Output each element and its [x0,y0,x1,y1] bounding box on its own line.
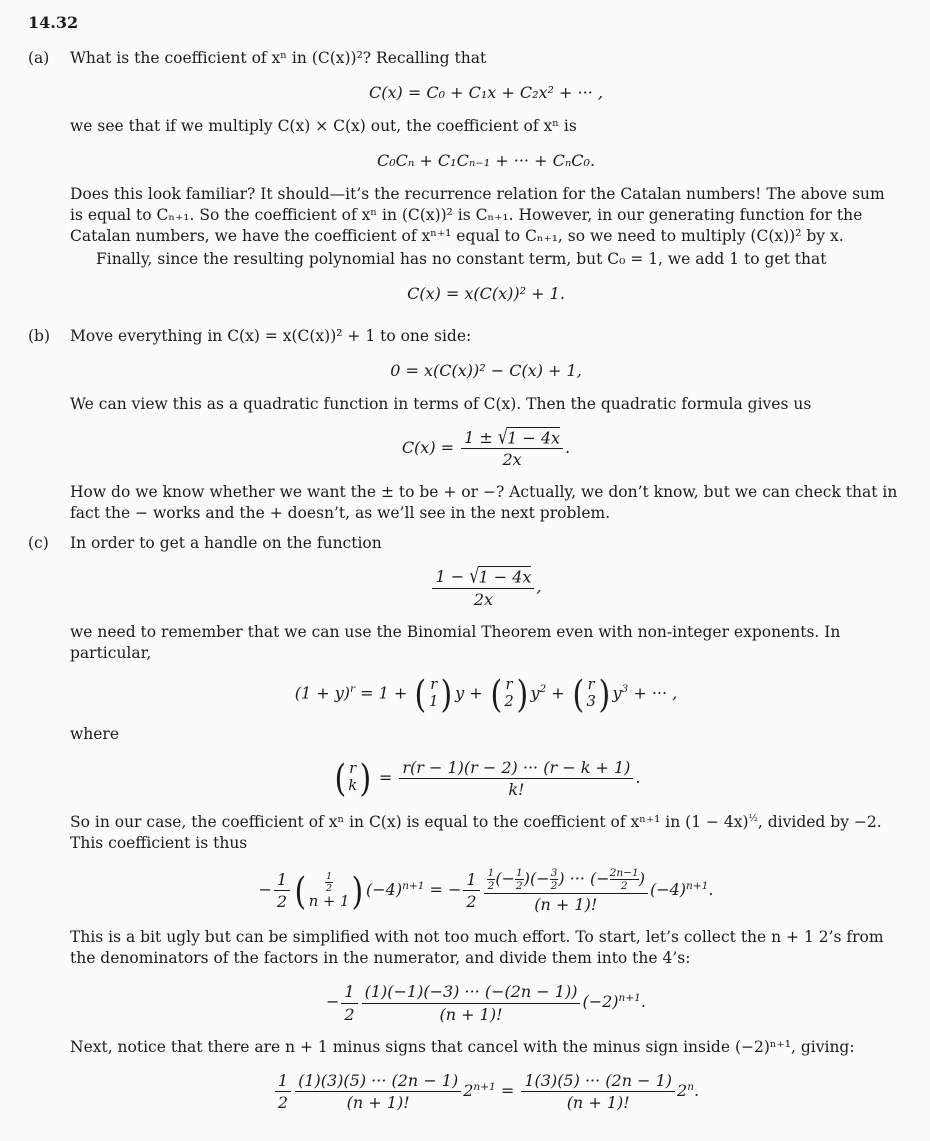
math-text: ··· [564,869,590,889]
exponent: 2 [539,682,547,695]
part-c-label: (c) [28,534,49,553]
math-text: ) [558,869,565,889]
tiny-fraction: $\frac{3}{2}$ [550,866,558,893]
equation-functional-equation [70,283,902,304]
fraction [399,758,633,799]
math-text: (− [529,869,550,889]
paragraph [70,812,902,854]
exponent: ½ [748,812,758,824]
paragraph: we need to remember that we can use the Binomial Theorem even with non-integer exponents. In particular, [70,622,841,662]
tiny-fraction: $\frac{2n-1}{2}$ [609,866,639,893]
math-text: y [612,683,622,703]
equation-collected-twos [70,982,902,1023]
math-text: 1 ± [464,428,498,447]
binomial-coefficient: ( r 1 ) [414,671,453,716]
exponent: n+1 [473,1080,496,1093]
math-text: 2x [461,448,563,469]
equation-binomial-theorem [70,671,902,716]
math-text: y + [455,683,488,703]
math-text: − [258,880,272,900]
fraction [295,1071,461,1112]
math-text: 1 − [435,567,470,587]
exponent: 3 [621,682,629,695]
paragraph: What is the coefficient of xⁿ in (C(x))²? Recalling that [70,49,487,67]
math-text: − [326,992,340,1012]
math-text: C(x) = C₀ + C₁x + C₂x² + ··· , [369,83,603,102]
paragraph: We can view this as a quadratic function in terms of C(x). Then the quadratic formula gives us [70,395,812,413]
binomial-coefficient: ( r k ) [333,756,372,801]
math-text: = [373,767,398,787]
equation-catalan-series [70,82,902,103]
fraction [341,982,357,1023]
math-text: 2 [274,890,290,911]
math-text: ) [523,869,530,889]
math-text: (− [495,869,515,889]
math-text: . [565,438,571,458]
equation-binomial-definition [70,758,902,799]
equation-convolution-sum [70,150,902,171]
math-text: = [424,880,448,900]
equation-coefficient-expansion [70,867,902,914]
math-text: (n + 1)! [484,893,648,914]
math-text: r [587,675,595,693]
math-text: 2 [677,1081,688,1100]
paragraph: Does this look familiar? It should—it’s the recurrence relation for the Catalan numbers! The above sum is equal to Cₙ₊₁. So the coefficient of xⁿ in (C(x))² is Cₙ₊₁. However, in our generating function for the Catalan numbers, we have the coefficient of xⁿ⁺¹ equal to Cₙ₊₁, so we need to multiply (C(x))² by x. [70,185,885,245]
math-text: 1 [429,692,439,710]
math-text: 1 [276,870,288,890]
paragraph-text: So in our case, the coefficient of xⁿ in C(x) is equal to the coefficient of xⁿ⁺¹ in (1 − 4x) [70,812,749,831]
equation-final-simplification [70,1071,902,1112]
math-text: 2 [463,890,479,911]
exponent: n+1 [618,992,641,1005]
math-text: . [640,992,646,1012]
math-text: (−4) [366,880,403,900]
fraction [275,1071,291,1112]
math-text: (n + 1)! [362,1003,581,1024]
math-text: k [348,777,358,795]
math-text: (− [590,869,610,889]
math-text: (−4) [649,880,687,900]
fraction [362,982,581,1023]
math-text: (1)(3)(5) ··· (2n − 1) [298,1070,459,1090]
problem-number: 14.32 [28,13,79,32]
math-text: . [694,1081,700,1100]
part-b-label: (b) [28,327,51,345]
math-text: . [708,880,714,900]
math-text: C₀Cₙ + C₁Cₙ₋₁ + ··· + CₙC₀. [376,151,596,170]
exponent: r [349,682,356,695]
paragraph-text: , divided by −2. This coefficient is thus [70,812,882,852]
paragraph: Next, notice that there are n + 1 minus signs that cancel with the minus sign inside (−2)ⁿ⁺¹, giving: [70,1037,855,1056]
binomial-coefficient: ( 1 2 n + 1 ) [294,868,364,913]
part-a-label: (a) [28,49,50,67]
paragraph: where [70,724,120,743]
tiny-fraction: $\frac{1}{2}$ [487,866,495,893]
math-text: r(r − 1)(r − 2) ··· (r − k + 1) [402,757,631,777]
math-text: n + 1 [308,892,350,910]
math-text: 1 [277,1070,289,1090]
math-text: C(x) = [401,438,460,458]
exponent: n+1 [686,879,709,892]
fraction [521,1071,675,1112]
math-text: (−2) [582,992,619,1012]
math-text: y [530,683,540,703]
math-text: ) [638,869,645,889]
exponent: n+1 [402,879,425,892]
math-text: , [536,577,542,597]
math-text: C(x) = x(C(x))² + 1. [407,284,565,303]
part-b-body [70,326,902,524]
math-text: k! [399,778,633,799]
tiny-fraction: $\frac{1}{2}$ [515,866,523,893]
math-text: = 1 + [355,683,413,703]
part-a-body [70,48,902,317]
binomial-coefficient: ( r 3 ) [572,671,611,716]
math-text: 1 − 4x [478,567,532,587]
math-text: 2 [275,1091,291,1112]
part-c-body [70,533,902,1125]
equation-quadratic-formula [70,424,902,470]
paragraph: Finally, since the resulting polynomial has no constant term, but C₀ = 1, we add 1 to get that [96,250,827,268]
part-b [28,326,902,524]
tiny-fraction: 1 2 [325,870,333,894]
paragraph: In order to get a handle on the function [70,534,382,553]
radical-icon: √ [469,563,480,588]
fraction [463,870,479,911]
fraction [484,867,648,914]
math-text: 2 [463,1081,474,1100]
math-text: (1)(−1)(−3) ··· (−(2n − 1)) [364,982,578,1002]
fraction [461,424,563,470]
math-text: 0 = x(C(x))² − C(x) + 1, [390,361,582,380]
math-text: r [505,675,513,693]
math-text: 2x [432,588,534,609]
math-text: 2 [504,692,514,710]
paragraph: we see that if we multiply C(x) × C(x) out, the coefficient of xⁿ is [70,117,577,135]
math-text: 1 − 4x [507,428,561,447]
math-text: (1 + y) [294,683,350,703]
math-text: − [448,880,462,900]
math-text: r [349,760,357,778]
equation-generating-function [70,563,902,609]
math-text: 1 [466,870,477,890]
math-text: + ··· , [628,683,678,703]
fraction [432,563,534,609]
equation-quadratic-form [70,360,902,381]
math-text: 1(3)(5) ··· (2n − 1) [524,1070,673,1090]
math-text: 1 [344,982,355,1002]
math-text: (n + 1)! [521,1091,675,1112]
exponent: n [687,1080,694,1093]
math-text: 2 [341,1003,357,1024]
fraction [274,870,290,911]
math-text: (n + 1)! [295,1091,461,1112]
paragraph: How do we know whether we want the ± to be + or −? Actually, we don’t know, but we can check that in fact the − works and the + doesn’t, as we’ll see in the next problem. [70,483,898,523]
paragraph: Move everything in C(x) = x(C(x))² + 1 to one side: [70,327,472,345]
radical-icon: √ [497,424,509,449]
math-text: r [430,675,438,693]
math-text: . [635,767,641,787]
part-c [28,533,902,1125]
paragraph: This is a bit ugly but can be simplified with not too much effort. To start, let’s collect the n + 1 2’s from the denominators of the factors in the numerator, and divide them into the 4’s: [70,928,884,968]
math-text: + [546,683,570,703]
math-text: 3 [586,692,596,710]
math-text: = [495,1081,520,1100]
square-root [469,563,532,588]
binomial-coefficient: ( r 2 ) [490,671,528,716]
square-root [497,424,561,449]
part-a [28,48,902,317]
